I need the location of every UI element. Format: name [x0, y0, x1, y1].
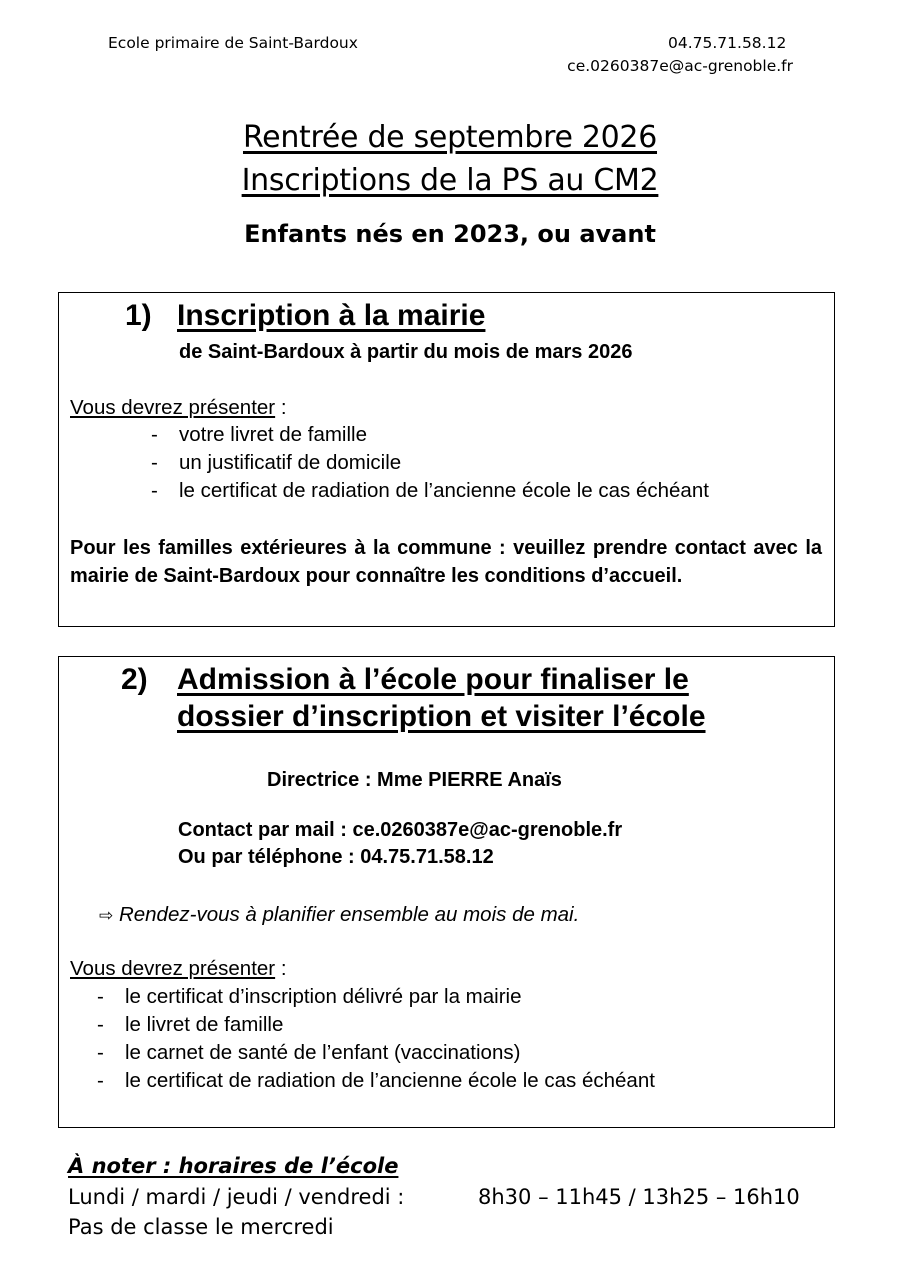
- bullet-dash: -: [97, 1013, 104, 1036]
- list-item: - le certificat de radiation de l’ancienne école le cas échéant: [125, 1067, 655, 1095]
- appointment-text: Rendez-vous à planifier ensemble au mois de mai.: [118, 903, 580, 926]
- section2-heading-line1: Admission à l’école pour finaliser le: [177, 663, 689, 696]
- page-title-line2: Inscriptions de la PS au CM2: [241, 163, 659, 198]
- bullet-dash: -: [151, 479, 158, 502]
- section1-present-label: Vous devrez présenter: [70, 396, 276, 419]
- school-days: Lundi / mardi / jeudi / vendredi :: [68, 1185, 405, 1209]
- bullet-dash: -: [151, 451, 158, 474]
- wednesday-note: Pas de classe le mercredi: [68, 1215, 334, 1239]
- page-subtitle: Enfants nés en 2023, ou avant: [244, 220, 656, 248]
- bullet-dash: -: [97, 985, 104, 1008]
- section1-heading: Inscription à la mairie: [177, 299, 486, 332]
- school-times: 8h30 – 11h45 / 13h25 – 16h10: [478, 1185, 800, 1209]
- list-item: - le certificat de radiation de l’ancienne école le cas échéant: [179, 477, 709, 505]
- bullet-dash: -: [151, 423, 158, 446]
- list-item: - le certificat d’inscription délivré par la mairie: [125, 983, 655, 1011]
- section2-present-colon: :: [275, 957, 287, 980]
- school-email: ce.0260387e@ac-grenoble.fr: [567, 57, 793, 75]
- section2-present-intro: [70, 957, 287, 981]
- section2-number: 2): [121, 663, 148, 696]
- page-title-line1: Rentrée de septembre 2026: [242, 120, 658, 155]
- director-name: Directrice : Mme PIERRE Anaïs: [267, 769, 562, 791]
- section-admission-box: [58, 656, 835, 1128]
- section1-present-colon: :: [275, 396, 287, 419]
- section-mairie-box: [58, 292, 835, 627]
- contact-email: Contact par mail : ce.0260387e@ac-grenoble.fr: [178, 819, 623, 841]
- bullet-dash: -: [97, 1041, 104, 1064]
- school-name: Ecole primaire de Saint-Bardoux: [108, 34, 358, 52]
- section1-subheading: de Saint-Bardoux à partir du mois de mars 2026: [179, 341, 633, 363]
- section2-heading-line2: dossier d’inscription et visiter l’école: [177, 700, 706, 733]
- list-item: - votre livret de famille: [179, 421, 709, 449]
- list-item: - un justificatif de domicile: [179, 449, 709, 477]
- section1-document-list: [151, 421, 709, 505]
- list-item: - le livret de famille: [125, 1011, 655, 1039]
- school-hours-title: À noter : horaires de l’école: [68, 1154, 399, 1178]
- school-phone: 04.75.71.58.12: [668, 34, 787, 52]
- bullet-dash: -: [97, 1069, 104, 1092]
- list-item: - le carnet de santé de l’enfant (vaccinations): [125, 1039, 655, 1067]
- section2-document-list: [97, 983, 655, 1095]
- arrow-right-icon: ⇨: [99, 906, 114, 926]
- contact-phone: Ou par téléphone : 04.75.71.58.12: [178, 846, 494, 868]
- section2-present-label: Vous devrez présenter: [70, 957, 276, 980]
- section1-present-intro: [70, 396, 287, 420]
- section1-external-families-note: Pour les familles extérieures à la commune : veuillez prendre contact avec la mairie de Saint-Bardoux pour connaître les conditions d’accueil.: [70, 537, 822, 587]
- section1-number: 1): [125, 299, 152, 332]
- appointment-line: [99, 903, 579, 927]
